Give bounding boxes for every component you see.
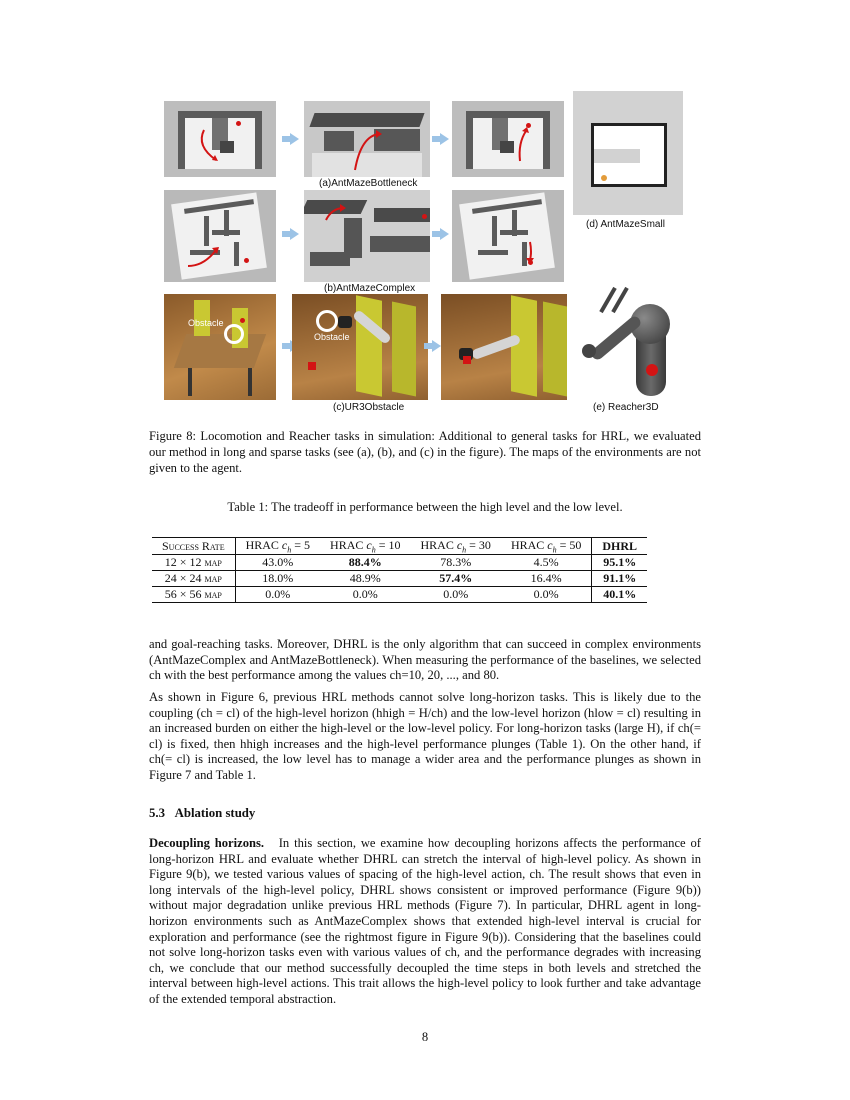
header-hrac-10: HRAC $c_h = 10$ bbox=[330, 538, 401, 555]
goal-marker bbox=[236, 121, 241, 126]
table-cell: 43.0% bbox=[262, 555, 294, 570]
ur3-obstacle-panel-2 bbox=[292, 294, 428, 400]
ant-icon bbox=[601, 175, 607, 181]
table-cell: 48.9% bbox=[349, 571, 381, 586]
goal-marker bbox=[244, 258, 249, 263]
antmaze-bottleneck-panel-1 bbox=[164, 101, 276, 177]
table-row bbox=[152, 587, 647, 603]
table-cell: 0.0% bbox=[443, 587, 469, 602]
label-e: (e) Reacher3D bbox=[593, 402, 659, 413]
paragraph-lead: Decoupling horizons. bbox=[149, 836, 265, 850]
table-cell: 40.1% bbox=[603, 587, 637, 602]
arrow-icon bbox=[440, 133, 449, 145]
figure-caption: Figure 8: Locomotion and Reacher tasks in simulation: Additional to general tasks for HRL, we evaluated our method in long and sparse tasks (see (a), (b), and (c) in the figure). The maps of the environments are not given to the agent. bbox=[149, 429, 701, 475]
table-cell: 0.0% bbox=[352, 587, 378, 602]
table-cell: 0.0% bbox=[501, 587, 592, 603]
antmaze-complex-panel-2 bbox=[304, 190, 430, 282]
paragraph-1: and goal-reaching tasks. Moreover, DHRL is the only algorithm that can succeed in complex environments (AntMazeComplex and AntMazeBottleneck). When measuring the performance of the baselines, we selected ch with the best performance among the values ch=10, 20, ..., and 80. bbox=[149, 637, 701, 683]
label-b: (b)AntMazeComplex bbox=[324, 283, 416, 294]
tradeoff-table bbox=[152, 537, 647, 603]
goal-marker bbox=[240, 318, 245, 323]
header-hrac-30: HRAC $c_h = 30$ bbox=[420, 538, 491, 555]
header-hrac-50: HRAC $c_h = 50$ bbox=[501, 538, 592, 555]
table-cell: 0.0% bbox=[265, 587, 291, 602]
antmaze-complex-panel-3 bbox=[452, 190, 564, 282]
table-cell: 78.3% bbox=[440, 555, 472, 570]
paragraph-3-text: In this section, we examine how decoupling horizons affects the performance of long-horizon HRL and evaluate whether DHRL can stretch the interval of high-level policy. As shown in Figure 9(b), we tested various values of spacing of the high-level action, ch. The result shows that even in long intervals of the high-level policy, DHRL shows consistent or improved performance (Figure 9(b)) without major degradation unlike previous HRL methods (Figure 7). In particular, DHRL agent in long-horizon environments such as AntMazeComplex shows that extended high-level interval is crucial for exploration and performance (see the rightmost figure in Figure 9(b)). Considering that the baselines could not solve long-horizon tasks even with various values of ch, and the performance degrades with increasing ch, we conclude that our method successfully decoupled the time steps in both levels and stretched the interval between high-level actions. This trait allows the high-level policy to look further and take advantage of the extended temporal abstraction. bbox=[149, 836, 702, 1006]
section-title: Ablation study bbox=[174, 806, 256, 820]
ur3-obstacle-panel-3 bbox=[441, 294, 567, 400]
page-number: 8 bbox=[421, 1030, 429, 1044]
table-cell: 4.5% bbox=[501, 555, 592, 571]
arrow-icon bbox=[290, 133, 299, 145]
row-label: 12 × 12 map bbox=[152, 555, 235, 571]
reacher3d-panel bbox=[578, 280, 684, 402]
table-cell: 57.4% bbox=[439, 571, 473, 586]
label-a: (a)AntMazeBottleneck bbox=[319, 178, 418, 189]
arrow-icon bbox=[432, 340, 441, 352]
row-label: 56 × 56 map bbox=[152, 587, 235, 603]
row-label: 24 × 24 map bbox=[152, 571, 235, 587]
table-row bbox=[152, 571, 647, 587]
header-success-rate: Success Rate bbox=[152, 538, 235, 555]
table-cell: 91.1% bbox=[603, 571, 637, 586]
paragraph-3 bbox=[149, 836, 701, 1008]
header-dhrl: DHRL bbox=[602, 538, 638, 553]
label-d: (d) AntMazeSmall bbox=[586, 219, 665, 230]
obstacle-label: Obstacle bbox=[188, 318, 224, 328]
table-cell: 18.0% bbox=[262, 571, 294, 586]
section-number: 5.3 bbox=[149, 806, 165, 820]
table-header-row bbox=[152, 538, 647, 555]
obstacle-label: Obstacle bbox=[314, 332, 350, 342]
section-heading bbox=[149, 806, 255, 821]
antmaze-small-panel bbox=[573, 91, 683, 215]
table-cell: 16.4% bbox=[501, 571, 592, 587]
paragraph-2: As shown in Figure 6, previous HRL methods cannot solve long-horizon tasks. This is likely due to the coupling (ch = cl) of the high-level horizon (hhigh = H/ch) and the low-level horizon (hlow = cl) resulting in an increased burden on either the high-level or the low-level policy. For long-horizon tasks (large H), if ch(= cl) is fixed, then hhigh increases and the high-level performance plunges (Table 1). On the other hand, if ch(= cl) is increased, the low level has to manage a wider area and the performance plunges as shown in Figure 7 and Table 1. bbox=[149, 690, 701, 782]
antmaze-bottleneck-panel-2 bbox=[304, 101, 430, 177]
label-c: (c)UR3Obstacle bbox=[333, 402, 405, 413]
antmaze-complex-panel-1 bbox=[164, 190, 276, 282]
table-row bbox=[152, 555, 647, 571]
ur3-obstacle-panel-1 bbox=[164, 294, 276, 400]
antmaze-bottleneck-panel-3 bbox=[452, 101, 564, 177]
table-cell: 88.4% bbox=[348, 555, 382, 570]
table-caption: Table 1: The tradeoff in performance between the high level and the low level. bbox=[227, 500, 623, 514]
arrow-icon bbox=[290, 228, 299, 240]
arrow-icon bbox=[440, 228, 449, 240]
table-cell: 95.1% bbox=[603, 555, 637, 570]
header-hrac-5: HRAC $c_h = 5$ bbox=[245, 538, 311, 555]
goal-marker bbox=[422, 214, 427, 219]
